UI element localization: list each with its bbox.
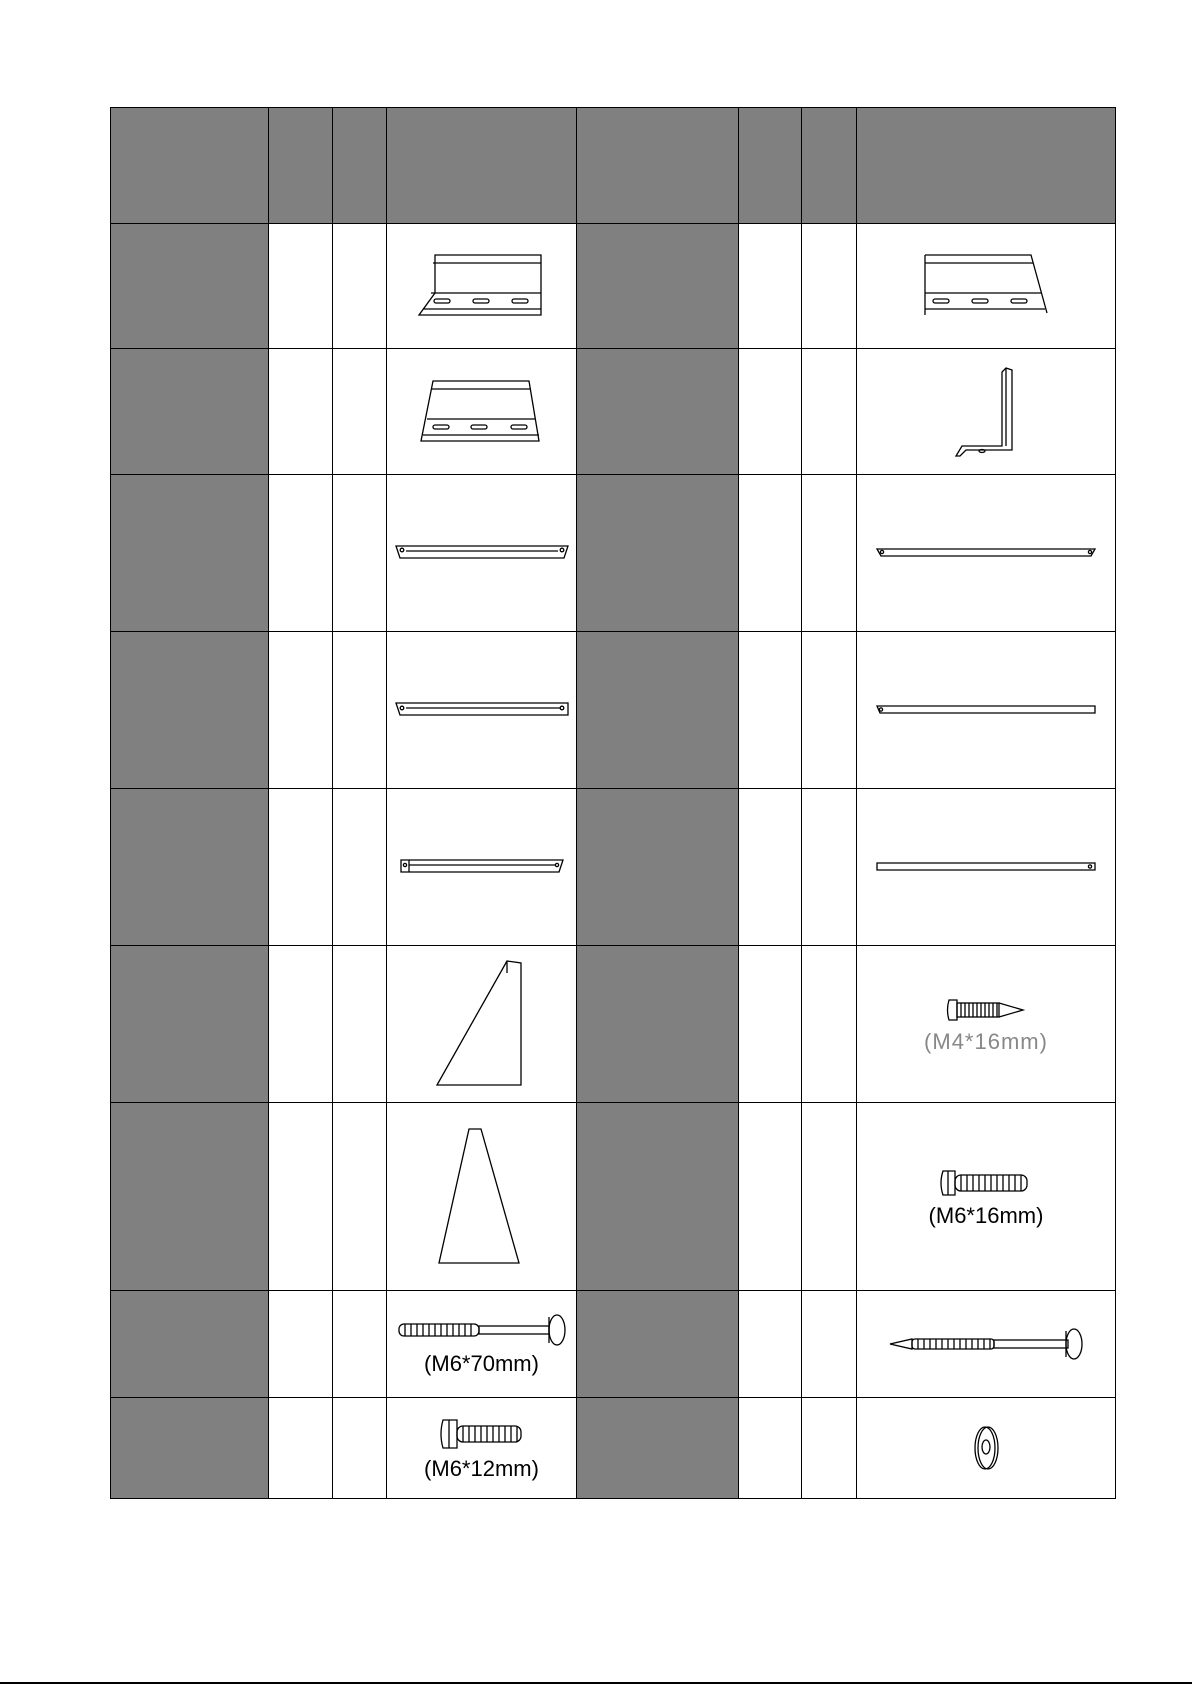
part-size-label: (M6*70mm) [424,1351,539,1376]
part-name-cell [111,475,269,632]
part-name-cell [577,349,739,475]
header-row [111,108,1116,224]
part-image-cell [387,475,577,632]
code-cell [333,1103,387,1291]
qty-cell [739,349,802,475]
l-bracket-icon [946,364,1026,460]
code-cell [802,1103,857,1291]
rail-bar-icon [875,703,1097,717]
qty-cell [269,632,333,789]
part-name-cell [111,224,269,349]
code-cell [333,475,387,632]
part-image-cell [857,224,1116,349]
rail-bar-icon [394,543,570,563]
header-cell [857,108,1116,224]
code-cell [333,1398,387,1499]
part-image-cell [387,946,577,1103]
code-cell [802,475,857,632]
qty-cell [739,224,802,349]
part-name-cell [577,1398,739,1499]
qty-cell [269,475,333,632]
part-image-cell [857,632,1116,789]
qty-cell [269,1398,333,1499]
short-screw-icon [439,1416,525,1452]
code-cell [333,349,387,475]
table-row [111,1103,1116,1291]
part-name-cell [577,632,739,789]
table-row [111,1398,1116,1499]
qty-cell [739,1103,802,1291]
part-name-cell [577,1291,739,1398]
code-cell [802,946,857,1103]
part-name-cell [577,789,739,946]
long-screw-icon [888,1327,1084,1361]
qty-cell [269,1103,333,1291]
part-name-cell [111,946,269,1103]
code-cell [333,946,387,1103]
code-cell [802,1398,857,1499]
code-cell [333,224,387,349]
long-bolt-icon [397,1313,567,1347]
qty-cell [739,632,802,789]
part-image-cell [857,1398,1116,1499]
qty-cell [739,1398,802,1499]
part-name-cell [577,224,739,349]
page-bottom-rule [0,1682,1192,1684]
rail-bar-icon [394,700,570,720]
part-image-cell [387,1291,577,1398]
qty-cell [269,1291,333,1398]
part-image-cell [387,789,577,946]
qty-cell [739,1291,802,1398]
qty-cell [739,475,802,632]
code-cell [802,1291,857,1398]
bracket-plate-icon [923,253,1049,319]
table-row [111,224,1116,349]
header-cell [269,108,333,224]
machine-screw-icon [939,1167,1033,1199]
qty-cell [739,946,802,1103]
washer-icon [971,1423,1001,1473]
code-cell [333,789,387,946]
part-image-cell [387,1103,577,1291]
header-cell [387,108,577,224]
qty-cell [269,789,333,946]
part-name-cell [111,349,269,475]
part-name-cell [111,1103,269,1291]
qty-cell [269,946,333,1103]
part-image-cell [857,789,1116,946]
code-cell [333,632,387,789]
part-image-cell [857,1291,1116,1398]
code-cell [333,1291,387,1398]
part-image-cell [857,475,1116,632]
part-name-cell [111,1291,269,1398]
header-cell [802,108,857,224]
rail-bar-icon [875,860,1097,874]
code-cell [802,224,857,349]
table-row [111,1291,1116,1398]
qty-cell [269,224,333,349]
rail-bar-icon [399,857,565,877]
part-image-cell [857,1103,1116,1291]
table-row [111,475,1116,632]
qty-cell [739,789,802,946]
table-row [111,632,1116,789]
header-cell [577,108,739,224]
part-image-cell [387,224,577,349]
wood-screw-icon [945,995,1027,1025]
header-cell [333,108,387,224]
part-name-cell [577,475,739,632]
part-name-cell [111,632,269,789]
rail-bar-icon [875,545,1097,561]
table-row [111,946,1116,1103]
code-cell [802,349,857,475]
part-image-cell [387,1398,577,1499]
part-image-cell [387,349,577,475]
part-name-cell [577,946,739,1103]
parts-table [110,107,1116,1499]
part-name-cell [111,1398,269,1499]
header-cell [739,108,802,224]
table-row [111,349,1116,475]
triangle-gusset-icon [435,959,529,1089]
bracket-plate-icon [417,253,547,319]
trapezoid-gusset-icon [437,1127,527,1267]
part-name-cell [111,789,269,946]
code-cell [802,789,857,946]
part-size-label: (M6*12mm) [424,1456,539,1481]
part-image-cell [387,632,577,789]
part-size-label: (M6*16mm) [928,1202,1044,1228]
table-row [111,789,1116,946]
part-image-cell [857,946,1116,1103]
qty-cell [269,349,333,475]
part-image-cell [857,349,1116,475]
header-cell [111,108,269,224]
bracket-plate-icon [417,379,547,445]
part-name-cell [577,1103,739,1291]
code-cell [802,632,857,789]
part-size-label: (M4*16mm) [924,1029,1048,1054]
